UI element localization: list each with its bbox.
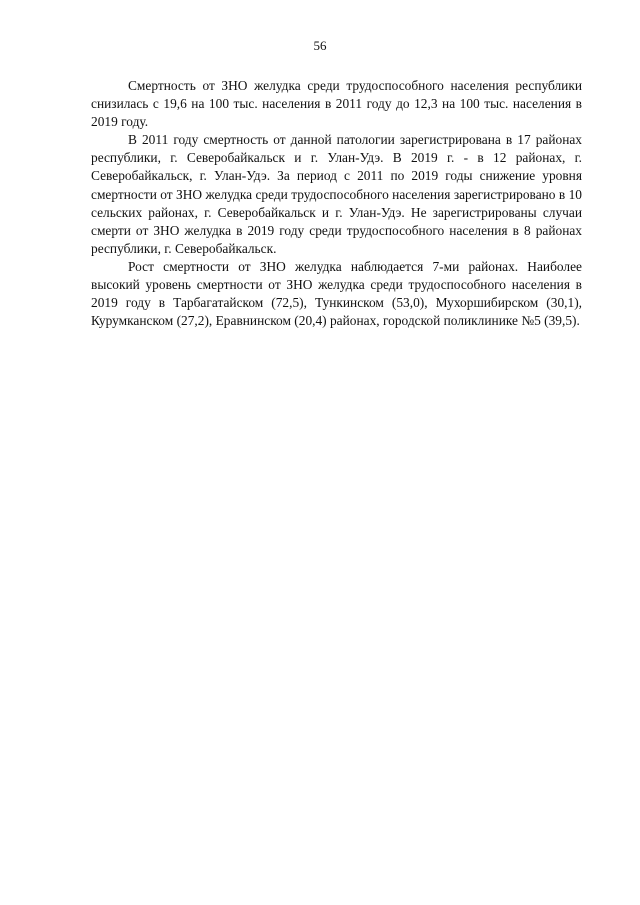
page-number: 56: [313, 38, 327, 53]
body-text: [91, 77, 582, 330]
paragraph-mortality-growth: Рост смертности от ЗНО желудка наблюдается 7-ми районах. Наиболее высокий уровень смертности от ЗНО желудка среди трудоспособного населения в 2019 году в Тарбагатайском (72,5), Тункинском (53,0), Мухоршибирском (30,1), Курумканском (27,2), Еравнинском (20,4) районах, городской поликлинике №5 (39,5).: [91, 258, 582, 329]
paragraph-mortality-decline: Смертность от ЗНО желудка среди трудоспособного населения республики снизилась с 19,6 на 100 тыс. населения в 2011 году до 12,3 на 100 тыс. населения в 2019 году.: [91, 78, 582, 130]
paragraph-regional-registration: В 2011 году смертность от данной патологии зарегистрирована в 17 районах республики, г. Северобайкальск и г. Улан-Удэ. В 2019 г. - в 12 районах, г. Северобайкальск, г. Улан-Удэ. За период с 2011 по 2019 годы снижение уровня смертности от ЗНО желудка среди трудоспособного населения зарегистрировано в 10 сельских районах, г. Северобайкальск и г. Улан-Удэ. Не зарегистрированы случаи смерти от ЗНО желудка в 2019 году среди трудоспособного населения в 8 районах республики, г. Северобайкальск.: [91, 132, 582, 256]
